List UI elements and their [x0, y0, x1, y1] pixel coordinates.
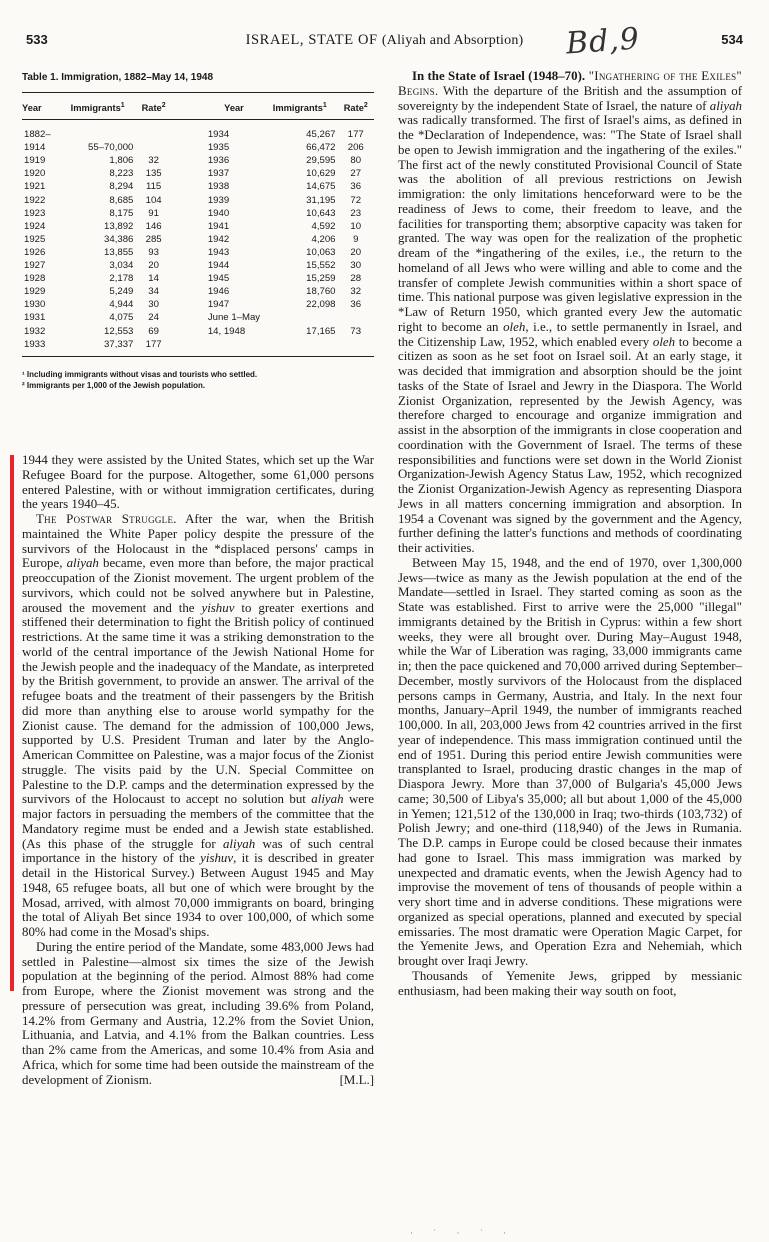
spacer-cell: [172, 233, 206, 246]
header-year-2: Year: [206, 93, 262, 120]
immigrants-cell: 2,178: [109, 273, 134, 285]
rate-cell: 146: [145, 220, 162, 232]
rate-cell: 69: [148, 325, 159, 337]
year-cell: 1921: [24, 181, 46, 193]
handwritten-annotation: Bd,9: [564, 21, 642, 62]
table-row: [22, 259, 374, 272]
paragraph: 1944 they were assisted by the United States, which set up the War Refugee Board for the purpose. Altogether, some 61,000 persons entered Palestine, with or without immigration certificates, during the years 1940–45.: [22, 453, 374, 512]
spacer-cell: [172, 311, 206, 324]
spacer-cell: [172, 285, 206, 298]
immigrants-cell: 22,098: [306, 299, 336, 311]
immigrants-cell: 13,892: [104, 220, 134, 232]
paragraph: During the entire period of the Mandate, some 483,000 Jews had settled in Palestine—almost six times the size of the Jewish population at the beginning of the period. Almost 88% had come from Europe, where the Zionist movement was strong and the pressure of persecution was great, including 39.6% from Poland, 14.2% from Germany and Austria, 12.2% from the Soviet Union, Lithuania, and Latvia, and 4.1% from the Balkan countries. Less than 2% came from the Americas, and some 10.4% from Asia and Africa, which for some time had been outside the mainstream of the development of Zionism. [M.L.]: [22, 939, 374, 1087]
scan-specks: · ˙ · ˙ ·: [410, 1228, 515, 1238]
immigrants-cell: 12,553: [104, 325, 134, 337]
section-subheading: "Ingathering of the Exiles" Begins.: [398, 69, 742, 98]
immigrants-cell: 8,685: [109, 194, 134, 206]
year-cell: [206, 338, 262, 357]
table-row: [22, 285, 374, 298]
year-cell: 1927: [24, 260, 46, 272]
table-row: [22, 246, 374, 259]
year-cell: 1931: [24, 312, 46, 324]
margin-highlight-bar: [10, 455, 14, 991]
year-cell: 1928: [24, 273, 46, 285]
immigrants-cell: 4,206: [311, 233, 336, 245]
immigrants-cell: 3,034: [109, 260, 134, 272]
rate-cell: 285: [145, 233, 162, 245]
immigrants-cell: 29,595: [306, 155, 336, 167]
immigrants-cell: [262, 338, 337, 357]
spacer-cell: [172, 338, 206, 357]
table-row: [22, 233, 374, 246]
year-cell: 1943: [207, 246, 230, 258]
table-header-row: [22, 93, 374, 120]
table-row: [22, 154, 374, 167]
immigrants-cell: 37,337: [104, 338, 134, 350]
immigrants-cell: 10,643: [306, 207, 336, 219]
table-row: [22, 167, 374, 180]
spacer-cell: [172, 180, 206, 193]
immigrants-cell: 5,249: [109, 286, 134, 298]
rate-cell: 23: [350, 207, 362, 219]
immigration-table: [22, 92, 374, 357]
rate-cell: 20: [148, 260, 159, 272]
spacer-cell: [172, 220, 206, 233]
rate-cell: 177: [145, 338, 162, 350]
rate-cell: 34: [148, 286, 159, 298]
year-cell: 1947: [207, 299, 230, 311]
year-cell: 1945: [207, 273, 230, 285]
year-cell: 1941: [207, 220, 230, 232]
immigrants-cell: 8,294: [109, 181, 134, 193]
year-cell: 1924: [24, 220, 46, 232]
year-cell: 1926: [24, 246, 46, 258]
immigrants-cell: 66,472: [306, 142, 336, 154]
rate-cell: 72: [350, 194, 362, 206]
immigrants-cell: 15,552: [306, 260, 336, 272]
year-cell: 1939: [207, 194, 230, 206]
page-number-right: 534: [721, 32, 743, 47]
year-cell: 1923: [24, 207, 46, 219]
rate-cell: 73: [350, 325, 362, 337]
rate-cell: 36: [350, 181, 362, 193]
immigrants-cell: 8,223: [109, 168, 134, 180]
table-row: [22, 120, 374, 142]
year-cell: 1934: [207, 129, 230, 141]
immigrants-cell: 45,267: [306, 129, 336, 141]
paragraph-state-of-israel: In the State of Israel (1948–70). "Ingathering of the Exiles" Begins. With the departure of the British and the assumption of sovereignty by the independent State of Israel, the nature of aliyah was radically transformed. The first of Israel's aims, as defined in the *Declaration of Independence, was: "The State of Israel shall be open to Jewish immigration and the ingathering of the exiles." The first act of the newly constituted Provisional Council of State was the abolition of all previous restrictions on Jewish immigration: the only limitations henceforward were to be the readiness of Jews to come, their freedom to leave, and the facilities for transporting them; absorptive capacity was taken for granted. The way was open for the realization of the prophetic dream of the *ingathering of the exiles, i.e., the return to the homeland of all Jews who were willing and able to come and the transfer of complete Jewish communities within a short space of time. This national purpose was given legislative expression in the *Law of Return 1950, which granted every Jew the automatic right to become an oleh, i.e., to settle permanently in Israel, and the Citizenship Law, 1952, which enabled every oleh to become a citizen as soon as he set foot on Israel soil. At an early stage, it was decided that immigration and absorption should be the joint tasks of the State of Israel and Jewry in the Diaspora. The World Zionist Organization, represented by the Jewish Agency, was therefore charged to encourage and organize immigration and assist in the absorption of the immigrants in close cooperation and coordination with the Government of Israel. The terms of these responsibilities and functions were set down in the World Zionist Organization-Jewish Agency Status Law, 1952, which recognized the Zionist Organization-Jewish Agency as representing Diaspora Jews in all matters concerning immigration and absorption. In 1954 a Covenant was signed by the government and the Agency, further defining the latter's functions and methods of coordinating their activities.: [398, 69, 743, 555]
immigrants-cell: 4,592: [311, 220, 336, 232]
page-number-left: 533: [26, 32, 48, 47]
rate-cell: [135, 141, 171, 154]
spacer-cell: [172, 325, 206, 338]
year-cell: 1940: [207, 207, 230, 219]
table-row: [22, 338, 374, 357]
rate-cell: 30: [148, 299, 159, 311]
paragraph-postwar-struggle: The Postwar Struggle. After the war, when the British maintained the White Paper policy despite the pressure of the survivors of the Holocaust in the *displaced persons' camps in Europe, aliyah became, even more than before, the major practical preoccupation of the Zionist movement. The urgent problem of the survivors, which could not be solved anywhere but in Palestine, aroused the movement and the yishuv to greater exertions and stiffened their determination to fight the British policy of continued restrictions. At the same time it was a striking demonstration to the world of the central importance of the Jewish National Home for the Jewish people and the inadequacy of the Mandate, as interpreted by the British government, to provide an answer. The arrival of the refugee boats and the treatment of their passengers by the British did more than anything else to arouse world sympathy for the Zionist cause. The demand for the admission of 100,000 Jews, supported by U.S. President Truman and later by the Anglo-American Committee on Palestine, was a major focus of the Zionist struggle. The visits paid by the U.N. Special Committee on Palestine to the D.P. camps and the determination expressed by the survivors of the Holocaust to accept no solution but aliyah were major factors in persuading the members of the committee that the Mandatory regime must be ended and a Jewish state established. (As this phase of the struggle for aliyah was of such central importance in the history of the yishuv, it is described in greater detail in the Historical Survey.) Between August 1945 and May 1948, 65 refugee boats, all but one of which were brought by the Mosad, arrived, with almost 70,000 immigrants on board, bringing the total of Aliyah Bet since 1934 to over 100,000, of which some 80% had come in the Mosad's ships.: [22, 512, 375, 939]
table-row: [22, 180, 374, 193]
immigrants-cell: 8,175: [109, 207, 134, 219]
left-column-text: [22, 453, 374, 1087]
year-cell: 14, 1948: [207, 325, 246, 337]
rate-cell: 9: [353, 233, 359, 245]
immigrants-cell: 34,386: [104, 233, 134, 245]
author-signature: [M.L.]: [339, 1072, 374, 1087]
paragraph: Thousands of Yemenite Jews, gripped by messianic enthusiasm, had been making their way south on foot,: [398, 968, 742, 998]
table-caption: Table 1. Immigration, 1882–May 14, 1948: [22, 72, 214, 83]
spacer-cell: [172, 141, 206, 154]
year-cell: 1936: [207, 155, 230, 167]
rate-cell: 104: [145, 194, 162, 206]
immigration-table-block: [22, 72, 374, 391]
year-cell: 1938: [207, 181, 230, 193]
rate-cell: [135, 120, 171, 142]
header-rate: Rate$^2$: [135, 93, 171, 120]
spacer-cell: [172, 194, 206, 207]
immigrants-cell: 31,195: [306, 194, 336, 206]
rate-cell: 135: [145, 168, 162, 180]
year-cell: 1914: [24, 142, 46, 154]
section-heading: In the State of Israel (1948–70).: [412, 69, 586, 83]
paragraph: Between May 15, 1948, and the end of 1970, over 1,300,000 Jews—twice as many as the Jewish population at the end of the Mandate—settled in Israel. They started coming as soon as the State was established. First to arrive were the 25,000 "illegal" immigrants detained by the British in Cyprus: within a few short weeks, they were all brought over. During May–August 1948, while the War of Liberation was raging, 33,000 immigrants came in; then the pace quickened and 70,000 arrived during September–December, mostly survivors of the Holocaust from the displaced persons camps in Germany, Austria, and Italy. In the next four months, January–April 1949, the number of immigrants reached 100,000. In all, 203,000 Jews from 42 countries arrived in the first year of independence. This mass immigration continued until the end of 1951. During this period entire Jewish communities were transplanted to Israel, producing drastic changes in the map of Diaspora Jewry. More than 37,000 of Bulgaria's 45,000 Jews came; 30,500 of Libya's 35,000; all but about 1,000 of the 45,000 in Yemen; 121,512 of the 130,000 in Iraq; two-thirds (103,732) of Polish Jewry; and one-third (118,940) of the Jews in Rumania. The D.P. camps in Europe could be closed because their inmates had gone to Israel. This mass immigration was marked by unexpected and dramatic events, when the Jewish Agency had to improvise the movement of tens of thousands of people within a very short time and in adverse conditions. These migrations were organized as special operations, planned and executed by special emissaries. The most dramatic were Operation Magic Carpet, for the Yemenite Jews, and Operation Ezra and Nehemiah, which brought over Iraqi Jewry.: [398, 555, 742, 968]
year-cell: 1930: [24, 299, 46, 311]
table-row: [22, 141, 374, 154]
right-column-text: [398, 69, 742, 998]
immigrants-cell: 10,629: [306, 168, 336, 180]
year-cell: June 1–May: [207, 312, 261, 324]
spacer-cell: [172, 154, 206, 167]
rate-cell: 28: [350, 273, 362, 285]
running-title: [0, 32, 769, 49]
rate-cell: 206: [347, 142, 364, 154]
immigrants-cell: [60, 120, 135, 142]
footnote-1: ¹ Including immigrants without visas and tourists who settled.: [22, 369, 258, 379]
rate-cell: 115: [145, 181, 162, 193]
rate-cell: 32: [350, 286, 362, 298]
immigrants-cell: 10,063: [306, 246, 336, 258]
running-title-main: ISRAEL, STATE OF: [245, 32, 378, 48]
rate-cell: 14: [148, 273, 159, 285]
rate-cell: 93: [148, 246, 159, 258]
header-immigrants: Immigrants$^1$: [60, 93, 135, 120]
rate-cell: 10: [350, 220, 362, 232]
table-body: [22, 120, 374, 357]
year-cell: 1929: [24, 286, 46, 298]
page-header: [0, 21, 769, 62]
rate-cell: [338, 338, 375, 357]
spacer-cell: [172, 246, 206, 259]
rate-cell: 24: [148, 312, 159, 324]
header-immigrants-2: Immigrants$^1$: [262, 93, 337, 120]
table-row: [22, 325, 374, 338]
rate-cell: [338, 311, 375, 324]
year-cell: 1920: [24, 168, 46, 180]
immigrants-cell: 4,944: [109, 299, 134, 311]
rate-cell: 20: [350, 246, 362, 258]
rate-cell: 177: [347, 129, 364, 141]
immigrants-cell: 15,259: [306, 273, 336, 285]
spacer-cell: [172, 207, 206, 220]
immigrants-cell: 18,760: [306, 286, 336, 298]
rate-cell: 91: [148, 207, 159, 219]
rate-cell: 32: [148, 155, 159, 167]
running-title-sub: (Aliyah and Absorption): [381, 33, 524, 48]
year-cell: 1937: [207, 168, 230, 180]
footnote-2: ² Immigrants per 1,000 of the Jewish population.: [22, 380, 206, 390]
spacer-cell: [172, 167, 206, 180]
year-cell: 1942: [207, 233, 230, 245]
immigrants-cell: 1,806: [109, 155, 134, 167]
rate-cell: 27: [350, 168, 362, 180]
year-cell: 1946: [207, 286, 230, 298]
table-row: [22, 207, 374, 220]
immigrants-cell: 55–70,000: [88, 142, 134, 154]
header-year: Year: [22, 93, 60, 120]
table-footnotes: [22, 369, 374, 391]
spacer-cell: [172, 298, 206, 311]
year-cell: 1882–: [24, 129, 51, 141]
year-cell: 1933: [24, 338, 46, 350]
year-cell: 1919: [24, 155, 46, 167]
immigrants-cell: 4,075: [109, 312, 134, 324]
table-row: [22, 194, 374, 207]
rate-cell: 30: [350, 260, 362, 272]
spacer-cell: [172, 259, 206, 272]
year-cell: 1925: [24, 233, 46, 245]
table-row: [22, 272, 374, 285]
header-rate-2: Rate$^2$: [338, 93, 375, 120]
spacer-cell: [172, 272, 206, 285]
rate-cell: 80: [350, 155, 362, 167]
year-cell: 1935: [207, 142, 230, 154]
section-heading: The Postwar Struggle.: [36, 512, 177, 526]
immigrants-cell: 17,165: [306, 325, 336, 337]
year-cell: 1944: [207, 260, 230, 272]
immigrants-cell: 13,855: [104, 246, 134, 258]
table-row: [22, 298, 374, 311]
immigrants-cell: 14,675: [306, 181, 336, 193]
table-row: [22, 220, 374, 233]
spacer-cell: [172, 120, 206, 142]
rate-cell: 36: [350, 299, 362, 311]
year-cell: 1922: [24, 194, 46, 206]
table-row: [22, 311, 374, 324]
immigrants-cell: [262, 311, 337, 324]
year-cell: 1932: [24, 325, 46, 337]
